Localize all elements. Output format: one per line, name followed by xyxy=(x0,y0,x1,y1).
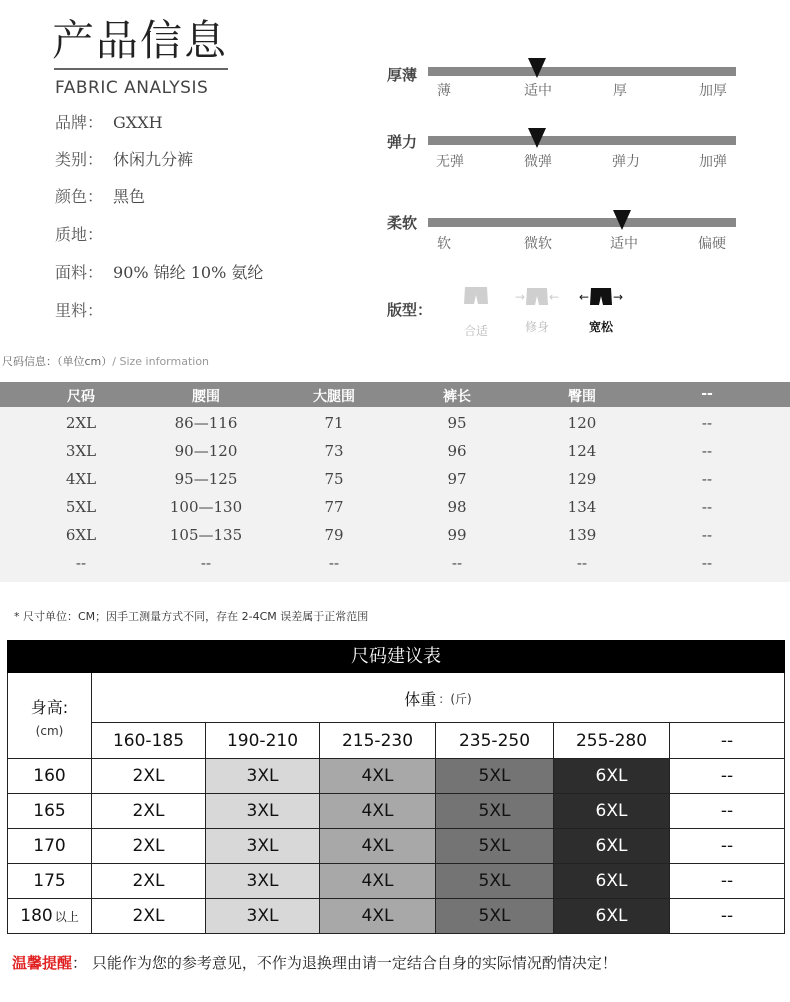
size-cell: 105—135 xyxy=(169,526,243,544)
scale-marker-softness xyxy=(613,210,631,230)
scale-tick: 薄 xyxy=(437,83,451,99)
info-fabric xyxy=(55,260,263,283)
shorts-slim-icon xyxy=(507,286,567,308)
info-label: 质地： xyxy=(55,225,104,244)
size-cell: 99 xyxy=(447,526,467,544)
reminder-note xyxy=(12,952,617,973)
scale-marker-elasticity xyxy=(528,128,546,148)
size-cell: 90—120 xyxy=(174,442,238,460)
scale-label-elasticity: 弹力 xyxy=(387,133,418,151)
rec-cell: 6XL xyxy=(554,829,669,863)
info-label: 里料： xyxy=(55,301,104,320)
size-cell: -- xyxy=(701,554,713,572)
weight-unit: ：(斤) xyxy=(438,691,472,706)
size-cell: -- xyxy=(576,554,588,572)
size-cell: 139 xyxy=(567,526,597,544)
size-cell: 73 xyxy=(324,442,344,460)
rec-cell: 4XL xyxy=(320,829,435,863)
weight-header xyxy=(92,674,784,722)
size-cell: 120 xyxy=(567,414,597,432)
info-lining xyxy=(55,298,113,321)
size-cell: 95 xyxy=(447,414,467,432)
arrow-left-icon: ← xyxy=(549,290,560,304)
shorts-icon xyxy=(446,286,506,312)
scale-marker-thickness xyxy=(528,58,546,78)
rec-cell: 2XL xyxy=(132,871,165,891)
scale-bar-elasticity xyxy=(428,136,736,145)
info-texture xyxy=(55,222,113,245)
height-header xyxy=(8,674,91,758)
size-cell: -- xyxy=(451,554,463,572)
size-cell: 100—130 xyxy=(169,498,243,516)
size-cell: -- xyxy=(701,498,713,516)
scale-tick: 弹力 xyxy=(612,154,640,170)
grid-line xyxy=(7,863,785,864)
scale-tick: 加厚 xyxy=(699,83,727,99)
size-cell: 4XL xyxy=(65,470,97,488)
rec-cell: -- xyxy=(720,871,734,891)
page-subtitle: FABRIC ANALYSIS xyxy=(55,78,209,98)
grid-line xyxy=(91,673,92,934)
size-cell: 75 xyxy=(324,470,344,488)
height-cell: 175 xyxy=(33,871,66,891)
scale-label-thickness: 厚薄 xyxy=(387,66,418,84)
size-header-cell: 腰围 xyxy=(192,389,220,405)
rec-cell: 4XL xyxy=(320,794,435,828)
rec-cell: 4XL xyxy=(320,899,435,933)
size-cell: 5XL xyxy=(65,498,97,516)
scale-bar-softness xyxy=(428,218,736,227)
scale-tick: 微弹 xyxy=(524,154,552,170)
size-header-cell: 裤长 xyxy=(443,389,471,405)
fit-option-label: 宽松 xyxy=(588,320,613,334)
height-suffix: 以上 xyxy=(54,909,79,924)
page-title: 产品信息 xyxy=(52,16,229,65)
size-cell: 124 xyxy=(567,442,597,460)
rec-cell: 2XL xyxy=(132,836,165,856)
size-table-header xyxy=(0,382,790,407)
rec-cell: 6XL xyxy=(554,759,669,793)
shorts-loose-icon xyxy=(571,286,631,308)
arrow-right-icon: → xyxy=(613,290,624,304)
info-brand xyxy=(55,110,163,133)
scale-tick: 适中 xyxy=(524,83,552,99)
fit-option-loose xyxy=(571,286,631,335)
size-cell: 97 xyxy=(447,470,467,488)
fit-option-regular xyxy=(446,286,506,339)
size-cell: 134 xyxy=(567,498,597,516)
weight-range-cell: 255-280 xyxy=(575,730,648,751)
info-value: 休闲九分裤 xyxy=(113,150,194,169)
rec-cell: 3XL xyxy=(206,829,319,863)
size-cell: 3XL xyxy=(65,442,97,460)
size-table xyxy=(0,382,790,582)
height-cell xyxy=(8,899,91,933)
weight-range-cell: 160-185 xyxy=(112,730,185,751)
rec-cell: 4XL xyxy=(320,864,435,898)
height-unit: (cm) xyxy=(35,723,64,738)
reminder-sep: ： xyxy=(72,954,88,972)
info-label: 类别： xyxy=(55,150,104,169)
weight-label: 体重 xyxy=(404,689,437,709)
weight-range-cell: -- xyxy=(720,730,734,751)
rec-cell: 2XL xyxy=(132,801,165,821)
info-category xyxy=(55,147,193,170)
scale-tick: 加弹 xyxy=(699,154,727,170)
size-header-cell: 大腿围 xyxy=(313,389,355,405)
size-cell: -- xyxy=(701,414,713,432)
rec-cell: -- xyxy=(720,906,734,926)
reminder-text: 只能作为您的参考意见，不作为退换理由请一定结合自身的实际情况酌情决定！ xyxy=(91,954,617,972)
info-label: 面料： xyxy=(55,263,104,282)
rec-cell: 3XL xyxy=(206,899,319,933)
size-header-cell: 尺码 xyxy=(67,389,95,405)
rec-cell: 5XL xyxy=(436,794,553,828)
rec-cell: 4XL xyxy=(320,759,435,793)
rec-cell: 6XL xyxy=(554,794,669,828)
grid-line xyxy=(7,933,785,934)
fit-label: 版型： xyxy=(387,301,433,319)
rec-cell: -- xyxy=(720,836,734,856)
size-cell: 96 xyxy=(447,442,467,460)
info-label: 品牌： xyxy=(55,113,104,132)
rec-cell: 2XL xyxy=(132,906,165,926)
scale-bar-thickness xyxy=(428,67,736,76)
scale-tick: 微软 xyxy=(524,236,552,252)
size-cell: -- xyxy=(75,554,87,572)
measurement-footnote: * 尺寸单位：CM；因手工测量方式不同，存在 2-4CM 误差属于正常范围 xyxy=(14,610,369,623)
arrow-left-icon: ← xyxy=(578,290,589,304)
scale-tick: 厚 xyxy=(613,83,627,99)
size-cell: 95—125 xyxy=(174,470,238,488)
size-cell: -- xyxy=(328,554,340,572)
info-label: 颜色： xyxy=(55,187,104,206)
grid-line xyxy=(7,828,785,829)
info-value: GXXH xyxy=(113,113,163,132)
grid-line xyxy=(7,758,785,759)
size-cell: -- xyxy=(200,554,212,572)
scale-label-softness: 柔软 xyxy=(387,214,418,232)
weight-range-cell: 235-250 xyxy=(458,730,531,751)
rec-cell: -- xyxy=(720,766,734,786)
fit-option-slim xyxy=(507,286,567,335)
info-color xyxy=(55,184,145,207)
arrow-right-icon: → xyxy=(514,290,525,304)
rec-cell: 6XL xyxy=(554,899,669,933)
rec-cell: 5XL xyxy=(436,864,553,898)
grid-line xyxy=(784,673,785,934)
size-cell: 71 xyxy=(324,414,344,432)
grid-line xyxy=(7,793,785,794)
size-cell: 2XL xyxy=(65,414,97,432)
size-cell: 79 xyxy=(324,526,344,544)
size-caption-en: / Size information xyxy=(112,355,210,368)
rec-cell: 6XL xyxy=(554,864,669,898)
rec-cell: 3XL xyxy=(206,759,319,793)
size-cell: -- xyxy=(701,470,713,488)
size-cell: 6XL xyxy=(65,526,97,544)
height-label: 身高: xyxy=(30,697,69,717)
size-info-caption xyxy=(2,353,209,369)
title-divider xyxy=(54,68,228,70)
grid-line xyxy=(91,722,785,723)
height-cell: 170 xyxy=(33,836,66,856)
height-value: 180 xyxy=(20,906,53,926)
grid-line xyxy=(7,898,785,899)
rec-cell: 5XL xyxy=(436,829,553,863)
rec-cell: 5XL xyxy=(436,899,553,933)
weight-range-cell: 190-210 xyxy=(226,730,299,751)
height-cell: 160 xyxy=(33,766,66,786)
fit-option-label: 合适 xyxy=(463,324,488,338)
size-cell: -- xyxy=(701,526,713,544)
scale-tick: 偏硬 xyxy=(698,236,726,252)
size-header-cell: -- xyxy=(701,386,713,402)
size-cell: -- xyxy=(701,442,713,460)
weight-range-cell: 215-230 xyxy=(341,730,414,751)
rec-cell: 2XL xyxy=(132,766,165,786)
size-cell: 98 xyxy=(447,498,467,516)
rec-cell: 3XL xyxy=(206,864,319,898)
size-caption-cn: 尺码信息：（单位cm） xyxy=(2,355,113,368)
fit-option-label: 修身 xyxy=(524,320,549,334)
size-header-cell: 臀围 xyxy=(568,389,596,405)
height-cell: 165 xyxy=(33,801,66,821)
info-value: 黑色 xyxy=(113,187,146,206)
size-cell: 86—116 xyxy=(174,414,238,432)
scale-tick: 适中 xyxy=(610,236,638,252)
rec-cell: 3XL xyxy=(206,794,319,828)
grid-line xyxy=(7,673,8,934)
rec-cell: -- xyxy=(720,801,734,821)
recommendation-title: 尺码建议表 xyxy=(7,640,785,673)
size-cell: 129 xyxy=(567,470,597,488)
scale-tick: 无弹 xyxy=(436,154,464,170)
scale-tick: 软 xyxy=(437,236,451,252)
reminder-label: 温馨提醒 xyxy=(12,954,73,972)
size-cell: 77 xyxy=(324,498,344,516)
rec-cell: 5XL xyxy=(436,759,553,793)
info-value: 90% 锦纶 10% 氨纶 xyxy=(113,263,264,282)
